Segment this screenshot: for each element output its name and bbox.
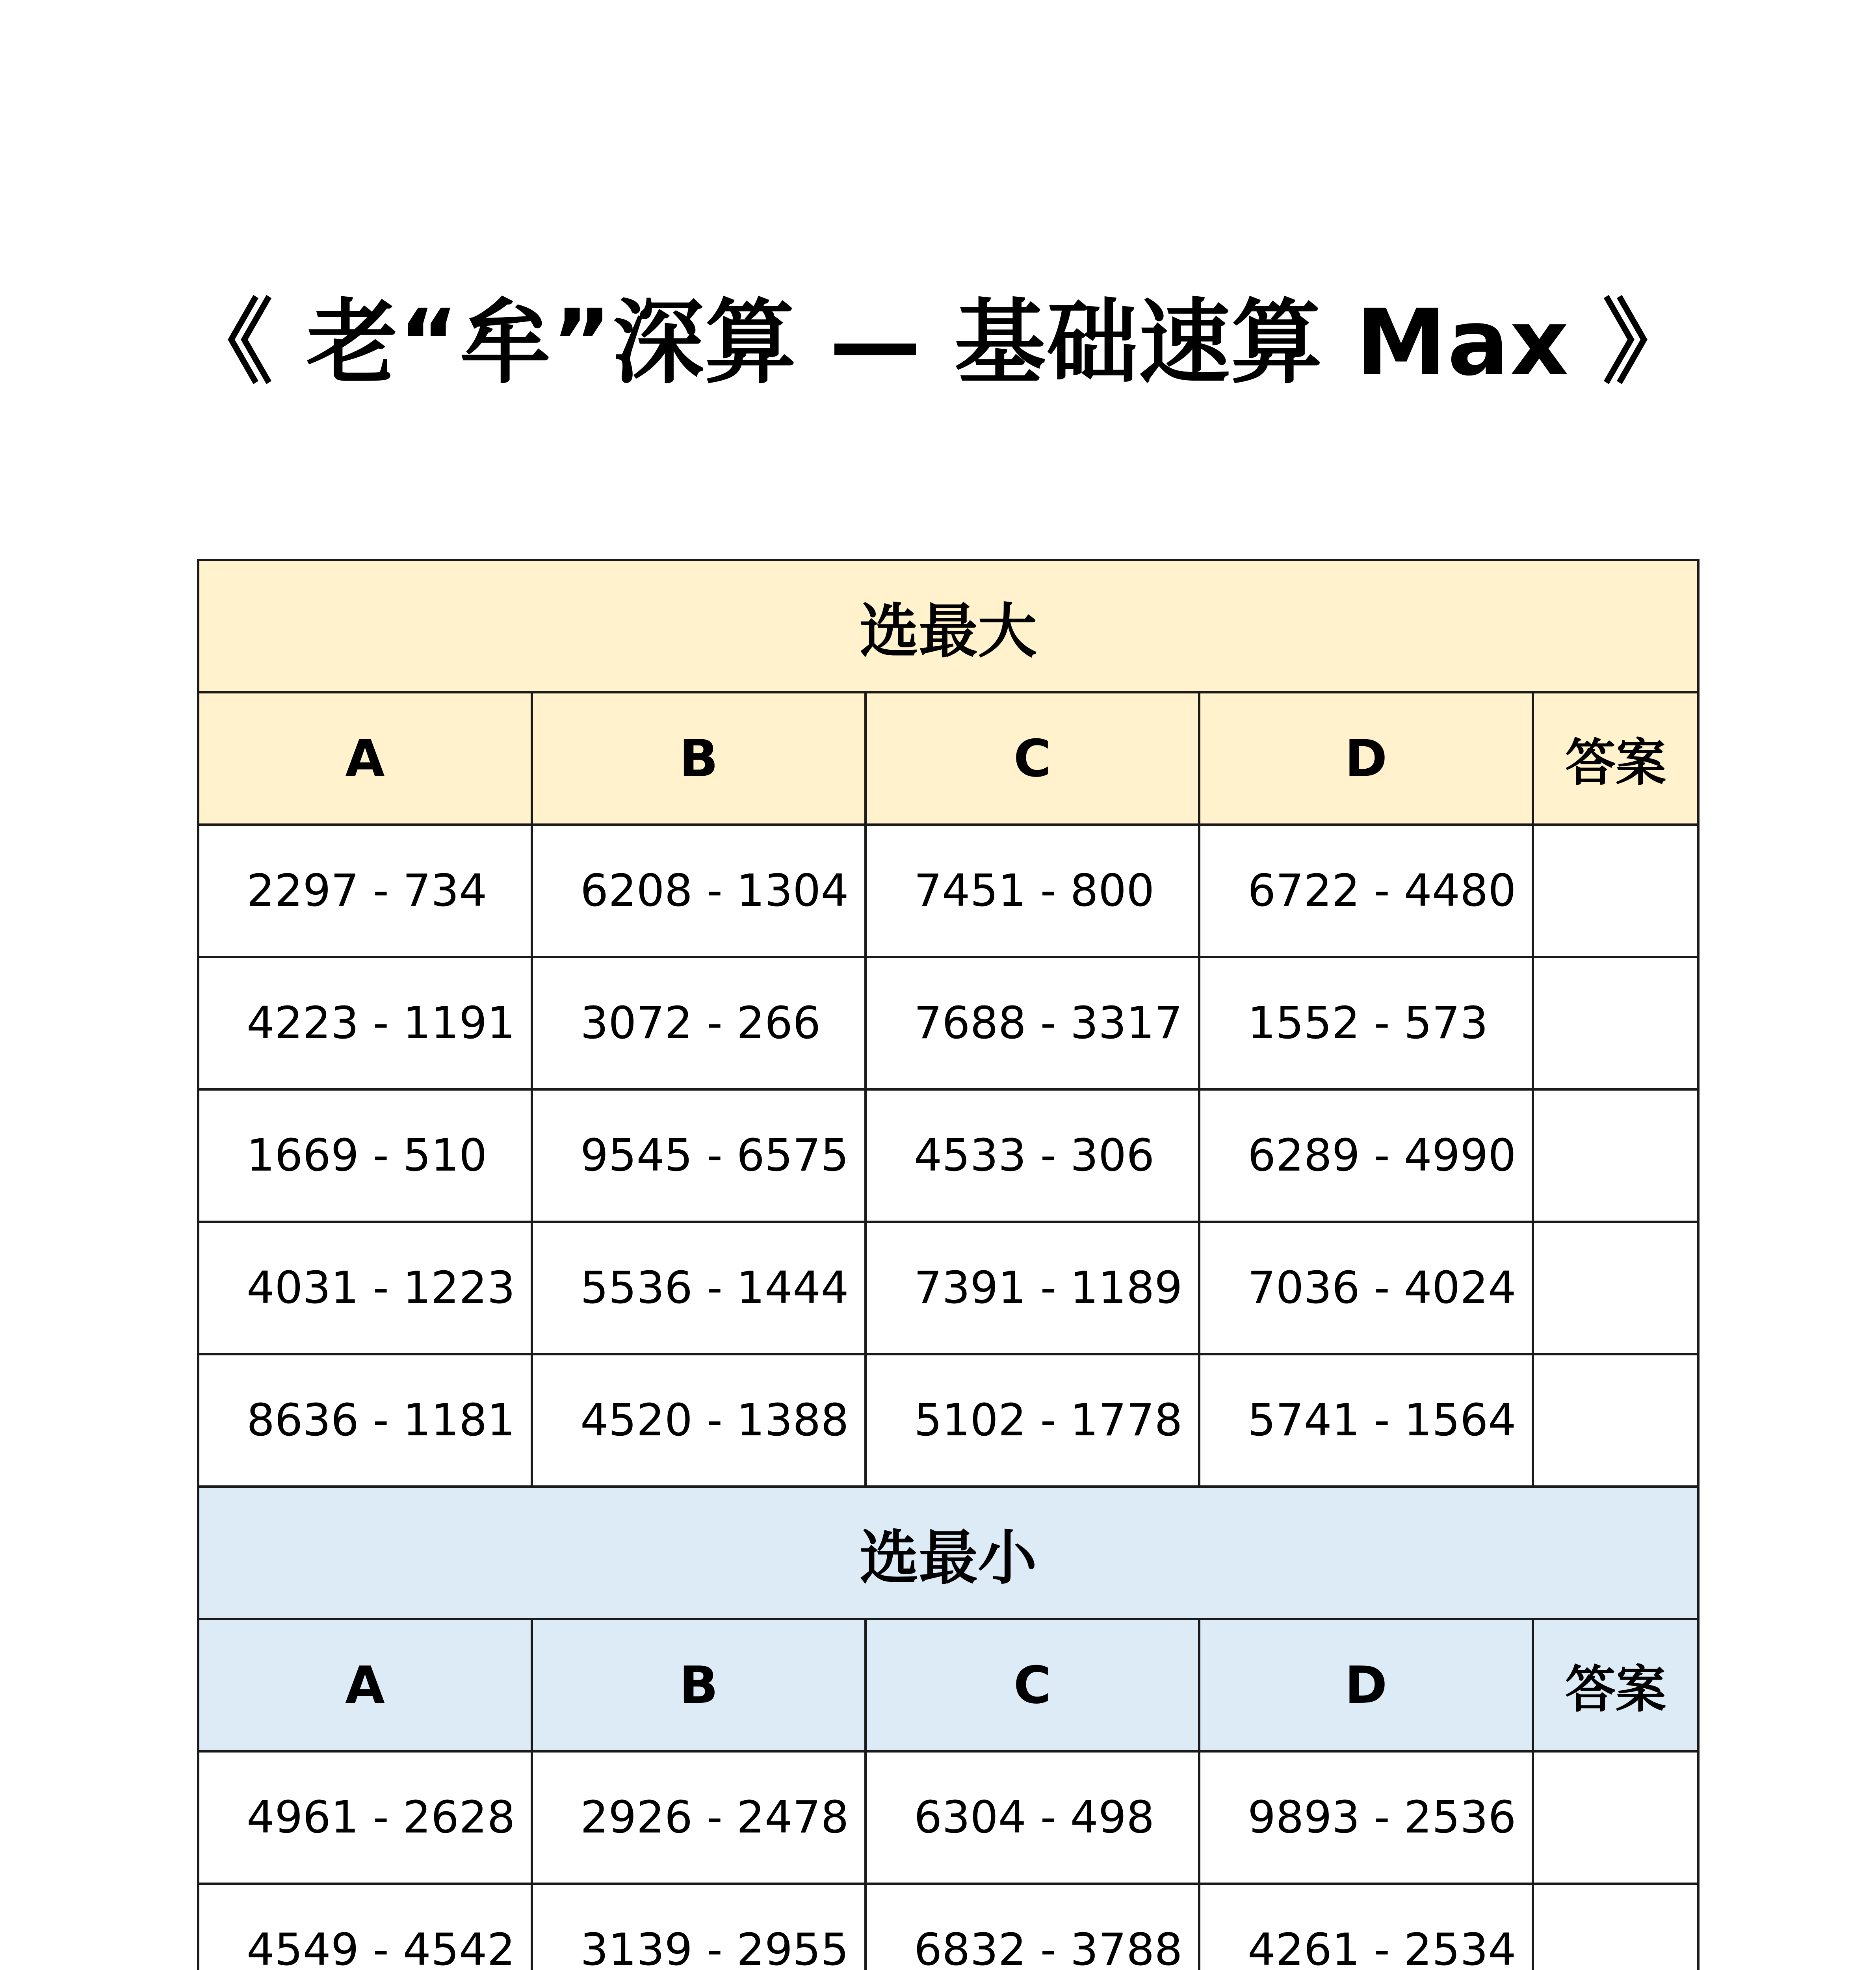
problem-cell: 6289 - 4990 <box>1199 1089 1533 1222</box>
problem-cell: 5102 - 1778 <box>866 1354 1199 1487</box>
problem-cell: 6832 - 3788 <box>866 1884 1199 1970</box>
problem-row <box>198 1884 1698 1970</box>
column-header-c: C <box>866 692 1199 825</box>
column-header-b: B <box>532 1619 866 1751</box>
problem-row <box>198 1222 1698 1354</box>
section-heading: 选最小 <box>198 1487 1698 1619</box>
problem-cell: 2297 - 734 <box>198 825 532 957</box>
problem-cell: 1552 - 573 <box>1199 957 1533 1089</box>
problem-cell: 4261 - 2534 <box>1199 1884 1533 1970</box>
column-header-b: B <box>532 692 866 825</box>
answer-header: 答案 <box>1533 692 1698 825</box>
answer-cell[interactable] <box>1533 957 1698 1089</box>
problem-cell: 5536 - 1444 <box>532 1222 866 1354</box>
problem-cell: 4031 - 1223 <box>198 1222 532 1354</box>
problem-cell: 2926 - 2478 <box>532 1751 866 1884</box>
section-heading: 选最大 <box>198 560 1698 692</box>
answer-cell[interactable] <box>1533 825 1698 957</box>
problem-cell: 6722 - 4480 <box>1199 825 1533 957</box>
problem-cell: 9545 - 6575 <box>532 1089 866 1222</box>
answer-cell[interactable] <box>1533 1222 1698 1354</box>
problem-cell: 7451 - 800 <box>866 825 1199 957</box>
worksheet-table <box>197 559 1700 1970</box>
problem-cell: 7391 - 1189 <box>866 1222 1199 1354</box>
problem-cell: 6208 - 1304 <box>532 825 866 957</box>
problem-cell: 5741 - 1564 <box>1199 1354 1533 1487</box>
column-header-d: D <box>1199 692 1533 825</box>
problem-cell: 3139 - 2955 <box>532 1884 866 1970</box>
answer-cell[interactable] <box>1533 1884 1698 1970</box>
section-heading-row <box>198 560 1698 692</box>
page-title: 《 老“牟”深算 — 基础速算 Max 》 <box>182 290 1694 396</box>
answer-cell[interactable] <box>1533 1354 1698 1487</box>
problem-cell: 4533 - 306 <box>866 1089 1199 1222</box>
problem-cell: 7688 - 3317 <box>866 957 1199 1089</box>
problem-row <box>198 1354 1698 1487</box>
column-header-row <box>198 692 1698 825</box>
problem-row <box>198 825 1698 957</box>
problem-cell: 3072 - 266 <box>532 957 866 1089</box>
problem-cell: 4961 - 2628 <box>198 1751 532 1884</box>
column-header-d: D <box>1199 1619 1533 1751</box>
problem-cell: 1669 - 510 <box>198 1089 532 1222</box>
problem-cell: 6304 - 498 <box>866 1751 1199 1884</box>
problem-cell: 7036 - 4024 <box>1199 1222 1533 1354</box>
section-heading-row <box>198 1487 1698 1619</box>
column-header-c: C <box>866 1619 1199 1751</box>
answer-cell[interactable] <box>1533 1751 1698 1884</box>
problem-cell: 8636 - 1181 <box>198 1354 532 1487</box>
problem-cell: 4549 - 4542 <box>198 1884 532 1970</box>
column-header-a: A <box>198 692 532 825</box>
column-header-a: A <box>198 1619 532 1751</box>
problem-cell: 4223 - 1191 <box>198 957 532 1089</box>
column-header-row <box>198 1619 1698 1751</box>
answer-header: 答案 <box>1533 1619 1698 1751</box>
problem-cell: 9893 - 2536 <box>1199 1751 1533 1884</box>
answer-cell[interactable] <box>1533 1089 1698 1222</box>
problem-row <box>198 1751 1698 1884</box>
problem-cell: 4520 - 1388 <box>532 1354 866 1487</box>
problem-row <box>198 1089 1698 1222</box>
problem-row <box>198 957 1698 1089</box>
